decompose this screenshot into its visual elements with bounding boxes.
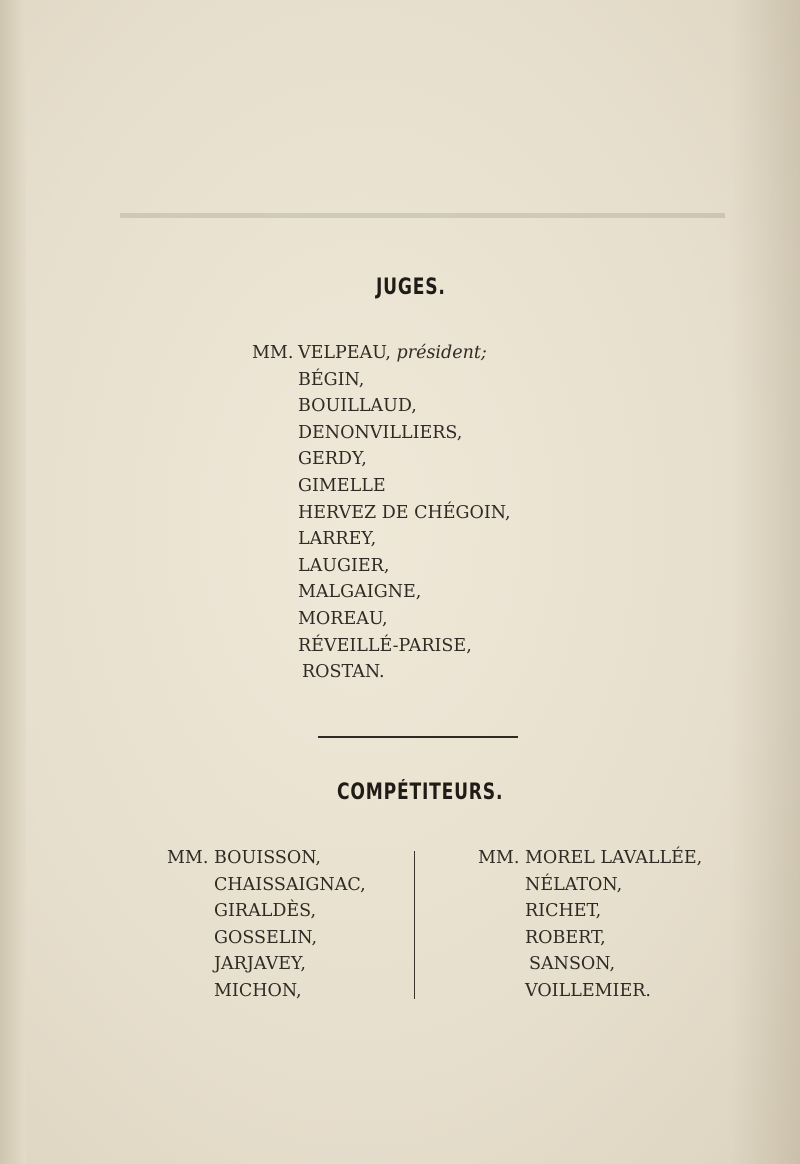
competitor-item: VOILLEMIER.: [525, 980, 651, 1001]
page-right-shadow: [730, 0, 800, 1164]
competitors-right-list: [525, 845, 702, 1005]
judge-item: HERVEZ DE CHÉGOIN,: [298, 502, 511, 523]
competitor-item: SANSON,: [529, 954, 616, 975]
competitors-left-list: [214, 845, 366, 1005]
judge-item: LAUGIER,: [298, 555, 390, 576]
judge-item: BÉGIN,: [298, 369, 365, 390]
competitor-item: MOREL LAVALLÉE,: [525, 848, 703, 868]
judge-item: LARREY,: [298, 529, 377, 550]
page-left-edge: [0, 0, 26, 1164]
judge-item: DENONVILLIERS,: [298, 422, 463, 443]
competitors-left-prefix: MM.: [167, 848, 209, 868]
judge-item: ROSTAN.: [302, 662, 385, 683]
judges-heading: JUGES.: [376, 275, 446, 300]
judge-item: GERDY,: [298, 449, 367, 470]
competitor-item: RICHET,: [525, 901, 602, 922]
judge-item: GIMELLE: [298, 475, 386, 496]
competitor-item: MICHON,: [214, 980, 302, 1001]
competitor-item: GOSSELIN,: [214, 927, 318, 948]
section-divider: [318, 736, 518, 738]
competitor-item: JARJAVEY,: [214, 954, 306, 975]
competitors-right-prefix: MM.: [478, 848, 520, 868]
competitors-heading: COMPÉTITEURS.: [337, 780, 504, 805]
competitor-item: GIRALDÈS,: [214, 901, 317, 922]
show-through-rule: [120, 213, 725, 218]
judge-item: MALGAIGNE,: [298, 582, 422, 603]
judge-item: BOUILLAUD,: [298, 396, 417, 417]
judge-item: RÉVEILLÉ-PARISE,: [298, 635, 472, 656]
column-separator: [414, 851, 415, 999]
president-role: président;: [396, 343, 487, 363]
competitor-item: BOUISSON,: [214, 848, 321, 868]
judge-item: MOREAU,: [298, 608, 388, 629]
judges-prefix: MM.: [252, 343, 294, 363]
judges-list: [298, 340, 511, 686]
competitor-item: NÉLATON,: [525, 874, 623, 895]
judge-item: [298, 340, 511, 367]
competitor-item: ROBERT,: [525, 927, 606, 948]
competitor-item: CHAISSAIGNAC,: [214, 874, 366, 895]
judge-name: VELPEAU,: [298, 343, 391, 363]
